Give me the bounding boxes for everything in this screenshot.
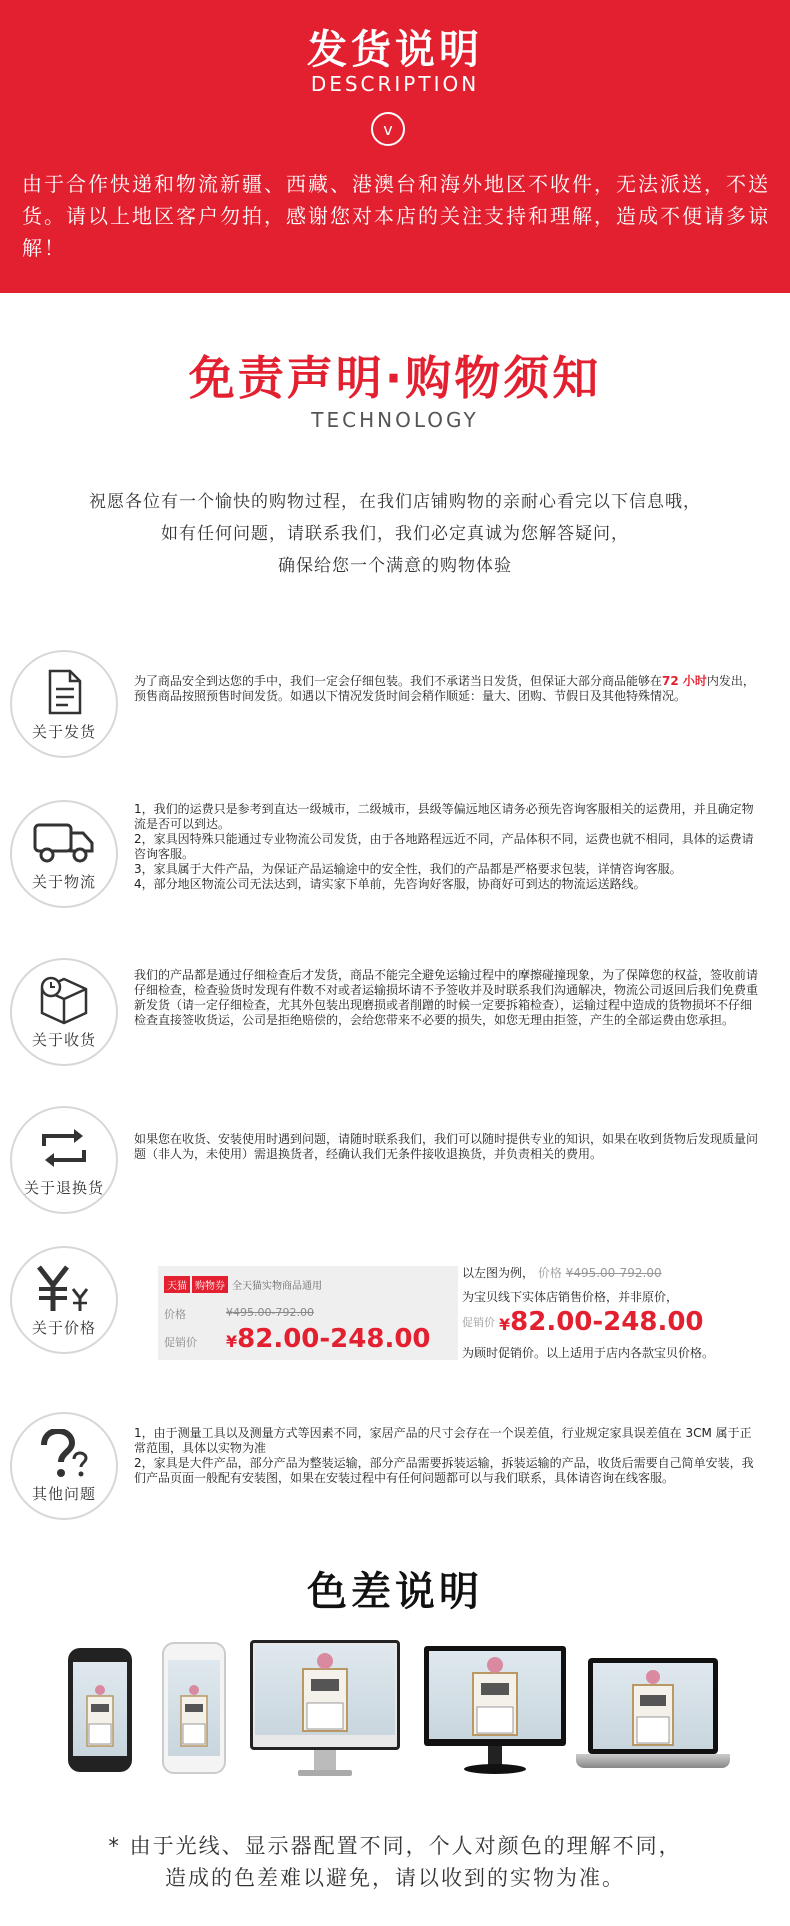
price-explain-line1 [462,1264,662,1281]
question-icon [36,1429,92,1479]
phone-dark [68,1648,132,1772]
shipping-banner [0,0,790,293]
device-base [464,1764,526,1774]
monitor [424,1646,566,1780]
currency-symbol: ¥ [226,1332,238,1351]
section-other [10,1412,780,1522]
device-screen [429,1651,561,1739]
price-explain-line2: 为宝贝线下实体店销售价格，并非原价， [462,1290,679,1304]
price-badge [10,1246,118,1354]
truck-icon [32,817,96,867]
section-receiving [10,958,780,1068]
price-tags [164,1276,322,1293]
intro-line: 祝愿各位有一个愉快的购物过程，在我们店铺购物的亲耐心看完以下信息哦， [89,492,701,512]
note-line: * 由于光线、显示器配置不同，个人对颜色的理解不同， [108,1834,682,1858]
text-part: 为了商品安全到达您的手中，我们一定会仔细包装。我们不承诺当日发货，但保证大部分商品能够在 [134,674,663,688]
shelf-image [429,1651,561,1739]
coupon-tag: 购物券 [192,1276,228,1293]
section-price [10,1246,780,1376]
disclaimer-title: 免责声明·购物须知 [188,351,602,405]
phone-light [162,1642,226,1774]
explain-promo-price [499,1307,704,1337]
laptop [576,1658,730,1778]
shipping-notice: 由于合作快递和物流新疆、西藏、港澳台和海外地区不收件，无法派送，不送货。请以上地区客户勿拍，感谢您对本店的关注支持和理解，造成不便请多谅解！ [22,172,770,260]
section-label: 其他问题 [31,1484,96,1503]
promo-label: 促销价 [164,1336,197,1349]
text-part: 内发出，预售商品按照预售时间发货。如遇以下情况发货时间会稍作顺延：量大、团购、节假日及其他特殊情况。 [134,674,755,703]
section-text [134,1426,762,1486]
device-screen [593,1663,713,1749]
currency-symbol: ¥ [499,1315,511,1334]
section-returns [10,1106,780,1216]
explain-text: 以左图为例， [462,1266,535,1280]
section-text: 如果您在收货、安装使用时遇到问题，请随时联系我们，我们可以随时提供专业的知识，如果在收到货物后发现质量问题（非人为，未使用）需退换货者，经确认我们无条件接收退换货，并负责相关的费用。 [134,1132,759,1161]
text-line: 1，由于测量工具以及测量方式等因素不同，家居产品的尺寸会存在一个误差值，行业规定家具误差值在 3CM 属于正常范围，具体以实物为准 [134,1426,752,1455]
section-label: 关于收货 [31,1030,96,1049]
text-line: 1，我们的运费只是参考到直达一级城市，二级城市，县级等偏远地区请务必预先咨询客服相关的运费用，并且确定物流是否可以到达。 [134,802,754,831]
device-stand [488,1746,502,1766]
shelf-image [593,1663,713,1749]
explain-promo-label: 促销价 [462,1316,495,1329]
logistics-badge [10,800,118,908]
device-stand [314,1750,336,1772]
device-gallery [0,1640,790,1790]
original-price: ¥495.00-792.00 [226,1306,314,1319]
shipping-badge [10,650,118,758]
price-explain-line3: 为顾时促销价。以上适用于店内各款宝贝价格。 [462,1346,715,1360]
hours-highlight: 72 小时 [662,674,707,688]
shelf-image [255,1645,395,1735]
returns-badge [10,1106,118,1214]
section-shipping [10,650,780,760]
explain-price-label: 价格 [537,1266,562,1280]
device-screen [255,1645,395,1735]
coupon-desc: 全天猫实物商品通用 [232,1281,322,1292]
receiving-badge [10,958,118,1066]
shipping-title: 发货说明 [307,27,483,73]
other-badge [10,1412,118,1520]
laptop-base [576,1754,730,1768]
price-label: 价格 [164,1308,186,1321]
section-text [134,802,762,892]
intro-line: 如有任何问题，请联系我们，我们必定真诚为您解答疑问， [161,524,629,544]
text-line: 4，部分地区物流公司无法达到，请实家下单前，先咨询好客服，协商好可到达的物流运送路线。 [134,877,646,891]
text-line: 2，家具因特殊只能通过专业物流公司发货，由于各地路程远近不同，产品体积不同，运费也就不相同，具体的运费请咨询客服。 [134,832,754,861]
color-diff-title: 色差说明 [307,1569,483,1615]
price-demo-card [158,1266,458,1360]
device-base [298,1770,352,1776]
device-screen [168,1660,220,1756]
disclaimer-intro [0,486,790,582]
imac [250,1640,400,1780]
section-text: 我们的产品都是通过仔细检查后才发货，商品不能完全避免运输过程中的摩擦碰撞现象，为了保障您的权益，签收前请仔细检查，检查验货时发现有件数不对或者运输损坏请不予签收并及时联系我们沟通解决，物流公司返回后我们免费重新发货（请一定仔细检查，尤其外包装出现磨损或者削蹭的时候一定要拆箱检查），运输过程中造成的货物损坏不仔细检查直接签收货运，公司是拒绝赔偿的，会给您带来不必要的损失，如您无理由拒签，产生的全部运费由您承担。 [134,968,759,1027]
color-diff-note [0,1830,790,1894]
disclaimer-subtitle: TECHNOLOGY [311,408,479,432]
chevron-down-icon: v [371,112,405,146]
shelf-image [168,1660,220,1756]
section-label: 关于价格 [31,1318,96,1337]
section-text [134,674,762,704]
text-line: 2，家具是大件产品，部分产品为整装运输，部分产品需要拆装运输，拆装运输的产品，收货后需要自己简单安装，我们产品页面一般配有安装图，如果在安装过程中有任何问题都可以与我们联系，具体请咨询在线客服。 [134,1456,754,1485]
price-explain-promo [462,1304,710,1340]
explain-promo-value: 82.00-248.00 [510,1307,704,1337]
shelf-image [73,1662,127,1756]
section-label: 关于物流 [31,872,96,891]
intro-line: 确保给您一个满意的购物体验 [278,556,512,576]
shipping-subtitle: DESCRIPTION [310,72,480,96]
promo-price [226,1324,431,1354]
text-line: 3，家具属于大件产品，为保证产品运输途中的安全性，我们的产品都是严格要求包装，详情咨询客服。 [134,862,682,876]
device-screen [73,1662,127,1756]
tmall-tag: 天猫 [164,1276,190,1293]
yen-icon [33,1263,95,1313]
package-icon [37,975,91,1025]
section-logistics [10,800,780,910]
explain-old-price: ¥495.00-792.00 [565,1266,662,1280]
promo-price-value: 82.00-248.00 [237,1324,431,1354]
exchange-icon [38,1123,90,1173]
note-line: 造成的色差难以避免，请以收到的实物为准。 [165,1866,625,1890]
section-label: 关于发货 [31,722,96,741]
section-label: 关于退换货 [23,1178,104,1197]
document-icon [44,667,84,717]
